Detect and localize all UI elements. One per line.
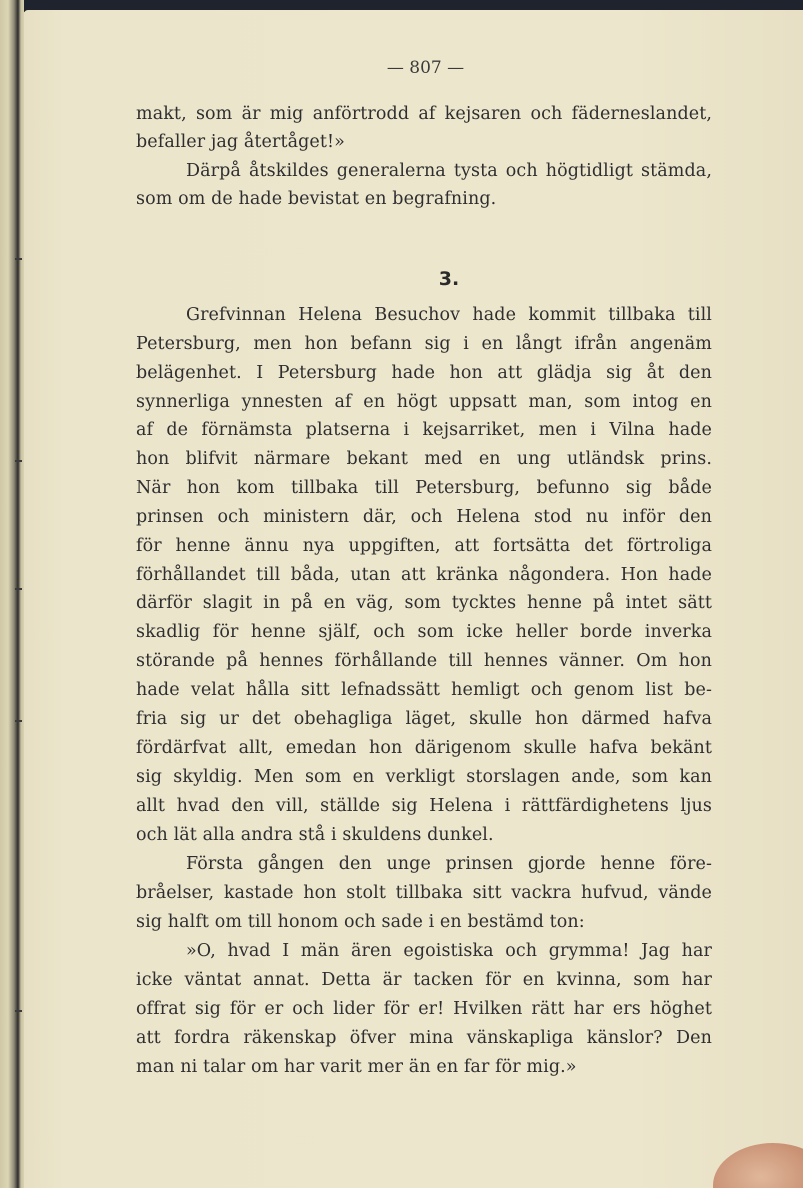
- text-line: att fordra räkenskap öfver mina vänskapliga känslor? Den: [136, 1028, 712, 1048]
- page-number: — 807 —: [386, 58, 465, 78]
- spine-mark: [15, 258, 22, 260]
- text-line: prinsen och ministern där, och Helena stod nu inför den: [136, 507, 712, 527]
- text-line: synnerliga ynnesten af en högt uppsatt man, som intog en: [136, 392, 712, 412]
- text-line: för henne ännu nya uppgiften, att fortsätta det förtroliga: [136, 536, 712, 556]
- text-line: sig halft om till honom och sade i en bestämd ton:: [136, 912, 585, 932]
- text-line: fria sig ur det obehagliga läget, skulle hon därmed hafva: [136, 709, 712, 729]
- section-heading: 3.: [438, 268, 460, 290]
- spine-mark: [15, 588, 22, 590]
- text-line: som om de hade bevistat en begrafning.: [136, 189, 497, 209]
- book-spine: [0, 0, 26, 1188]
- text-line: därför slagit in på en väg, som tycktes henne på intet sätt: [136, 593, 712, 613]
- text-line: förhållandet till båda, utan att kränka någondera. Hon hade: [136, 565, 712, 585]
- text-line: allt hvad den vill, ställde sig Helena i rättfärdighetens ljus: [136, 796, 712, 816]
- text-line: befaller jag återtåget!»: [136, 132, 345, 152]
- spine-mark: [15, 1010, 22, 1012]
- spine-mark: [15, 720, 22, 722]
- text-line: Grefvinnan Helena Besuchov hade kommit tillbaka till: [186, 305, 712, 325]
- text-line: hon blifvit närmare bekant med en ung utländsk prins.: [136, 449, 712, 469]
- text-line: Första gången den unge prinsen gjorde henne före-: [186, 854, 712, 874]
- paper-page: [24, 10, 803, 1188]
- text-line: belägenhet. I Petersburg hade hon att glädja sig åt den: [136, 363, 712, 383]
- text-line: Därpå åtskildes generalerna tysta och högtidligt stämda,: [186, 161, 712, 181]
- text-line: af de förnämsta platserna i kejsarriket, men i Vilna hade: [136, 420, 712, 440]
- text-line: offrat sig för er och lider för er! Hvilken rätt har ers höghet: [136, 999, 712, 1019]
- text-line: sig skyldig. Men som en verkligt storslagen ande, som kan: [136, 767, 712, 787]
- text-line: När hon kom tillbaka till Petersburg, befunno sig både: [136, 478, 712, 498]
- text-line: »O, hvad I män ären egoistiska och grymma! Jag har: [186, 941, 712, 961]
- text-line: Petersburg, men hon befann sig i en långt ifrån angenäm: [136, 334, 712, 354]
- text-line: och lät alla andra stå i skuldens dunkel.: [136, 825, 494, 845]
- text-line: man ni talar om har varit mer än en far för mig.»: [136, 1057, 577, 1077]
- text-line: fördärfvat allt, emedan hon därigenom skulle hafva bekänt: [136, 738, 712, 758]
- text-line: icke väntat annat. Detta är tacken för en kvinna, som har: [136, 970, 712, 990]
- text-line: makt, som är mig anförtrodd af kejsaren och fäderneslandet,: [136, 104, 712, 124]
- text-line: hade velat hålla sitt lefnadssätt hemligt och genom list be-: [136, 680, 712, 700]
- text-line: bråelser, kastade hon stolt tillbaka sitt vackra hufvud, vände: [136, 883, 712, 903]
- spine-mark: [15, 460, 22, 462]
- text-line: störande på hennes förhållande till hennes vänner. Om hon: [136, 651, 712, 671]
- text-line: skadlig för henne själf, och som icke heller borde inverka: [136, 622, 712, 642]
